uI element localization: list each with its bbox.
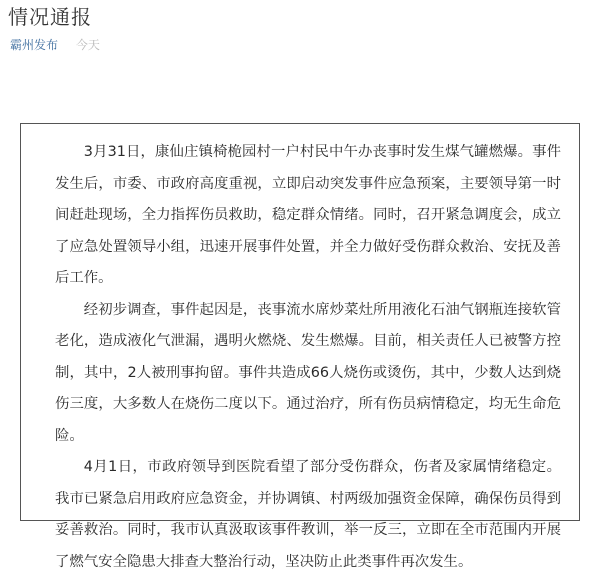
notice-paragraph-2: 经初步调查，事件起因是，丧事流水席炒菜灶所用液化石油气钢瓶连接软管老化，造成液化气泄漏，遇明火燃烧、发生燃爆。目前，相关责任人已被警方控制，其中，2人被刑事拘留。事件共造成66人烧伤或烫伤，其中，少数人达到烧伤三度，大多数人在烧伤二度以下。通过治疗，所有伤员病情稳定，均无生命危险。 [55, 301, 561, 444]
article-title: 情况通报 [8, 5, 92, 29]
notice-paragraph-3: 4月1日，市政府领导到医院看望了部分受伤群众，伤者及家属情绪稳定。我市已紧急启用政府应急资金，并协调镇、村两级加强资金保障，确保伤员得到妥善救治。同时，我市认真汲取该事件教训，举一反三，立即在全市范围内开展了燃气安全隐患大排查大整治行动，坚决防止此类事件再次发生。 [55, 459, 561, 570]
author-link[interactable]: 霸州发布 [10, 38, 59, 52]
publish-date: 今天 [75, 38, 100, 52]
article-meta [10, 37, 100, 53]
notice-paragraph-1: 3月31日，康仙庄镇椅桅园村一户村民中午办丧事时发生煤气罐燃爆。事件发生后，市委、市政府高度重视，立即启动突发事件应急预案，主要领导第一时间赶赴现场，全力指挥伤员救助，稳定群众情绪。同时，召开紧急调度会，成立了应急处置领导小组，迅速开展事件处置，并全力做好受伤群众救治、安抚及善后工作。 [55, 144, 561, 286]
notice-box [20, 123, 580, 570]
